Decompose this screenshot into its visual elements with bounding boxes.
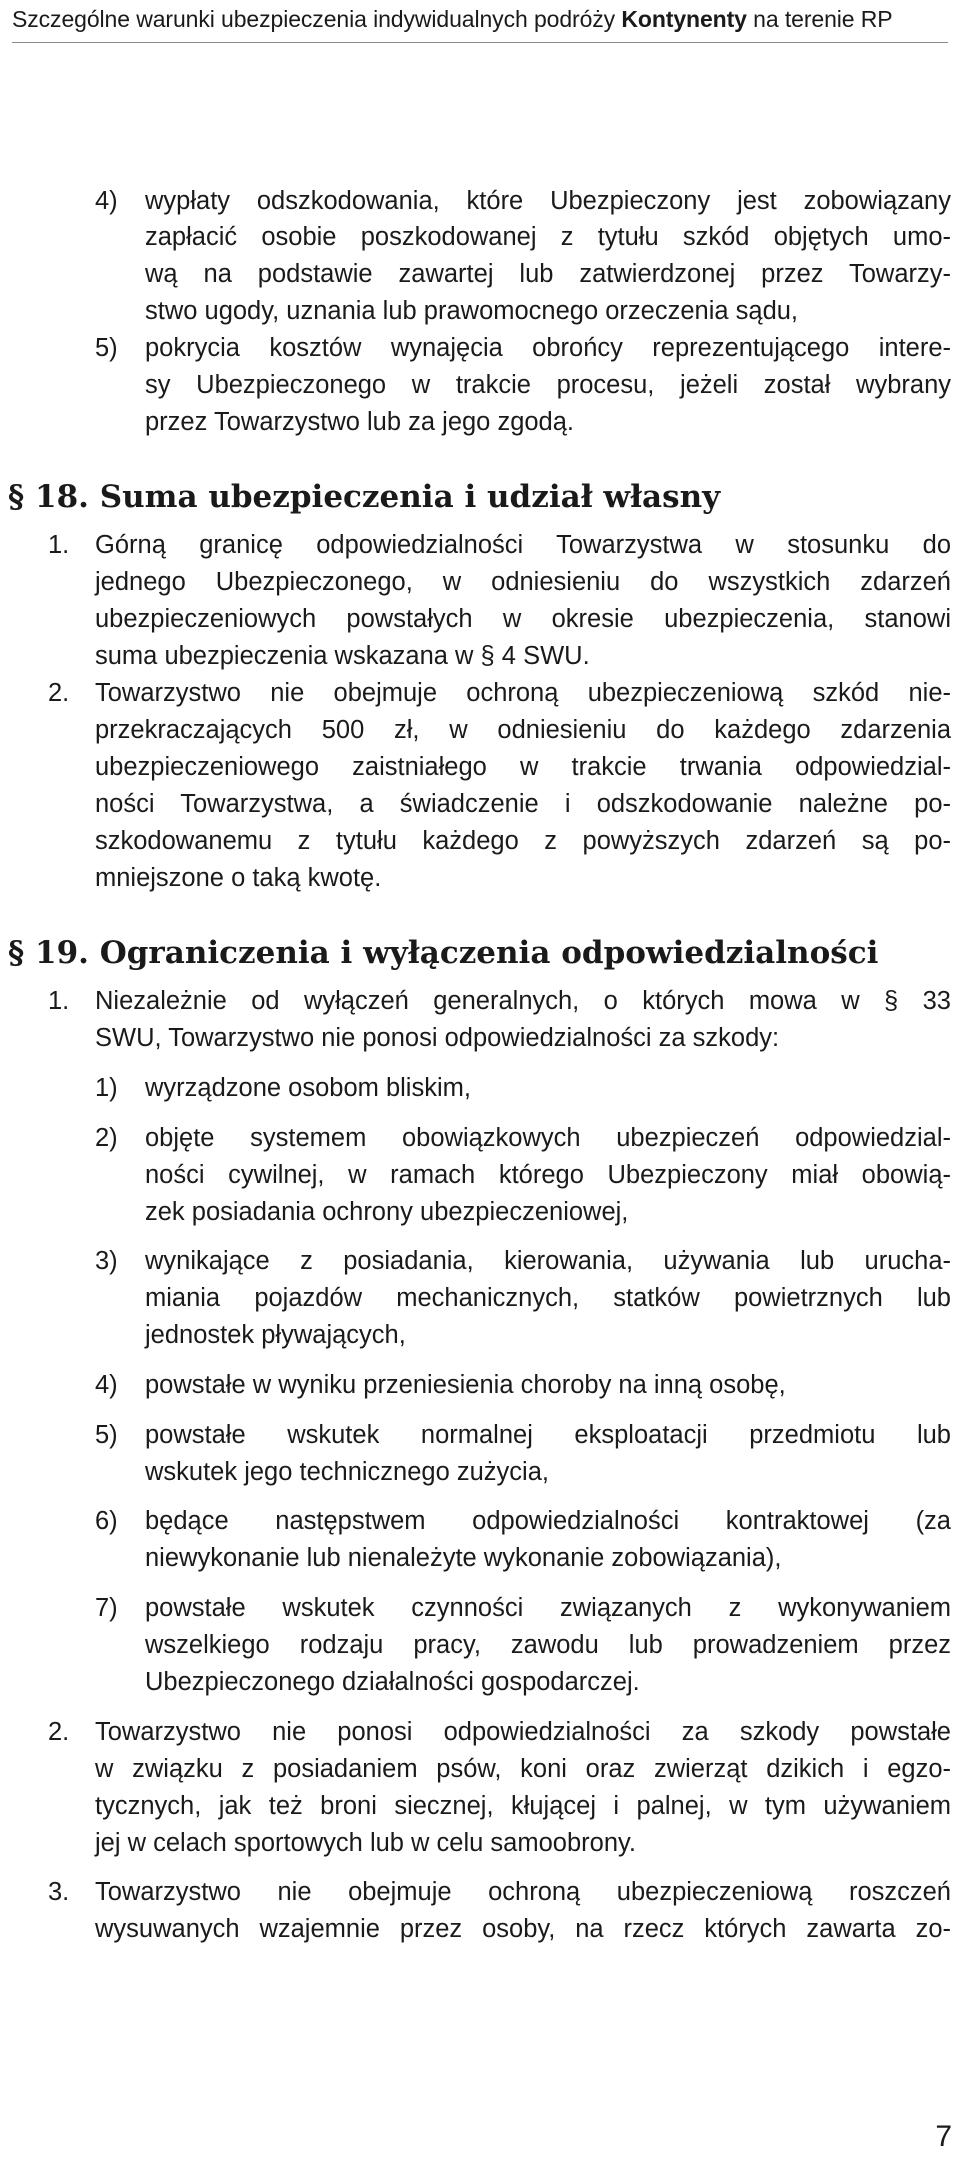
text-line: wą na podstawie zawartej lub zatwierdzonej przez Towarzy-: [145, 260, 951, 288]
text-line: Towarzystwo nie obejmuje ochroną ubezpieczeniową szkód nie-: [95, 679, 951, 707]
text-line: ubezpieczeniowych powstałych w okresie ubezpieczenia, stanowi: [95, 605, 951, 633]
text-line: jej w celach sportowych lub w celu samoobrony.: [95, 1829, 636, 1857]
paragraph-number: 1.: [48, 531, 70, 559]
item-number: 3): [95, 1247, 118, 1275]
text-line: ności cywilnej, w ramach którego Ubezpieczony miał obowią-: [145, 1161, 951, 1189]
item-number: 5): [95, 1421, 118, 1449]
text-line: przekraczających 500 zł, w odniesieniu do każdego zdarzenia: [95, 716, 951, 744]
text-line: powstałe wskutek czynności związanych z wykonywaniem: [145, 1594, 951, 1622]
item-number: 4): [95, 1371, 118, 1399]
text-line: suma ubezpieczenia wskazana w § 4 SWU.: [95, 642, 590, 670]
text-line: będące następstwem odpowiedzialności kontraktowej (za: [145, 1507, 951, 1535]
text-line: wypłaty odszkodowania, które Ubezpieczony jest zobowiązany: [145, 187, 951, 215]
text-line: SWU, Towarzystwo nie ponosi odpowiedzialności za szkody:: [95, 1024, 780, 1052]
page-header: [12, 2, 948, 43]
item-number: 4): [95, 187, 118, 215]
paragraph-number: 3.: [48, 1878, 70, 1906]
section-18-heading: § 18. Suma ubezpieczenia i udział własny: [8, 479, 721, 515]
text-line: szkodowanemu z tytułu każdego z powyższych zdarzeń są po-: [95, 827, 951, 855]
text-line: objęte systemem obowiązkowych ubezpieczeń odpowiedzial-: [145, 1124, 951, 1152]
text-line: tycznych, jak też broni siecznej, kłującej i palnej, w tym używaniem: [95, 1792, 951, 1820]
text-line: mniejszone o taką kwotę.: [95, 864, 382, 892]
page-number: 7: [935, 2120, 952, 2153]
text-line: powstałe w wyniku przeniesienia choroby na inną osobę,: [145, 1371, 786, 1399]
text-line: wskutek jego technicznego zużycia,: [145, 1458, 549, 1486]
text-line: powstałe wskutek normalnej eksploatacji przedmiotu lub: [145, 1421, 951, 1449]
text-line: wyrządzone osobom bliskim,: [145, 1074, 471, 1102]
text-line: przez Towarzystwo lub za jego zgodą.: [145, 408, 575, 436]
paragraph-number: 2.: [48, 679, 70, 707]
text-line: ubezpieczeniowego zaistniałego w trakcie trwania odpowiedzial-: [95, 753, 951, 781]
text-line: wysuwanych wzajemnie przez osoby, na rzecz których zawarta zo-: [95, 1915, 951, 1943]
text-line: sy Ubezpieczonego w trakcie procesu, jeżeli został wybrany: [145, 371, 951, 399]
text-line: stwo ugody, uznania lub prawomocnego orzeczenia sądu,: [145, 297, 799, 325]
text-line: niewykonanie lub nienależyte wykonanie zobowiązania),: [145, 1544, 782, 1572]
text-line: miania pojazdów mechanicznych, statków powietrznych lub: [145, 1284, 951, 1312]
text-line: zapłacić osobie poszkodowanej z tytułu szkód objętych umo-: [145, 223, 951, 251]
text-line: jednego Ubezpieczonego, w odniesieniu do wszystkich zdarzeń: [95, 568, 951, 596]
text-line: Towarzystwo nie ponosi odpowiedzialności za szkody powstałe: [95, 1718, 951, 1746]
text-line: ności Towarzystwa, a świadczenie i odszkodowanie należne po-: [95, 790, 951, 818]
text-line: Towarzystwo nie obejmuje ochroną ubezpieczeniową roszczeń: [95, 1878, 951, 1906]
text-line: Górną granicę odpowiedzialności Towarzystwa w stosunku do: [95, 531, 951, 559]
section-19-heading: § 19. Ograniczenia i wyłączenia odpowiedzialności: [8, 935, 879, 971]
text-line: jednostek pływających,: [145, 1321, 406, 1349]
item-number: 5): [95, 334, 118, 362]
text-line: pokrycia kosztów wynajęcia obrońcy reprezentującego intere-: [145, 334, 951, 362]
text-line: Ubezpieczonego działalności gospodarczej.: [145, 1668, 640, 1696]
item-number: 6): [95, 1507, 118, 1535]
item-number: 2): [95, 1124, 118, 1152]
paragraph-number: 2.: [48, 1718, 70, 1746]
item-number: 1): [95, 1074, 118, 1102]
text-line: w związku z posiadaniem psów, koni oraz zwierząt dzikich i egzo-: [95, 1755, 951, 1783]
text-line: wynikające z posiadania, kierowania, używania lub urucha-: [145, 1247, 951, 1275]
text-line: wszelkiego rodzaju pracy, zawodu lub prowadzeniem przez: [145, 1631, 951, 1659]
paragraph-number: 1.: [48, 987, 70, 1015]
item-number: 7): [95, 1594, 118, 1622]
header-title: Szczególne warunki ubezpieczenia indywidualnych podróży Kontynenty na terenie RP: [12, 6, 893, 32]
text-line: Niezależnie od wyłączeń generalnych, o których mowa w § 33: [95, 987, 951, 1015]
header-product-name: Kontynenty: [621, 6, 747, 32]
text-line: zek posiadania ochrony ubezpieczeniowej,: [145, 1198, 629, 1226]
